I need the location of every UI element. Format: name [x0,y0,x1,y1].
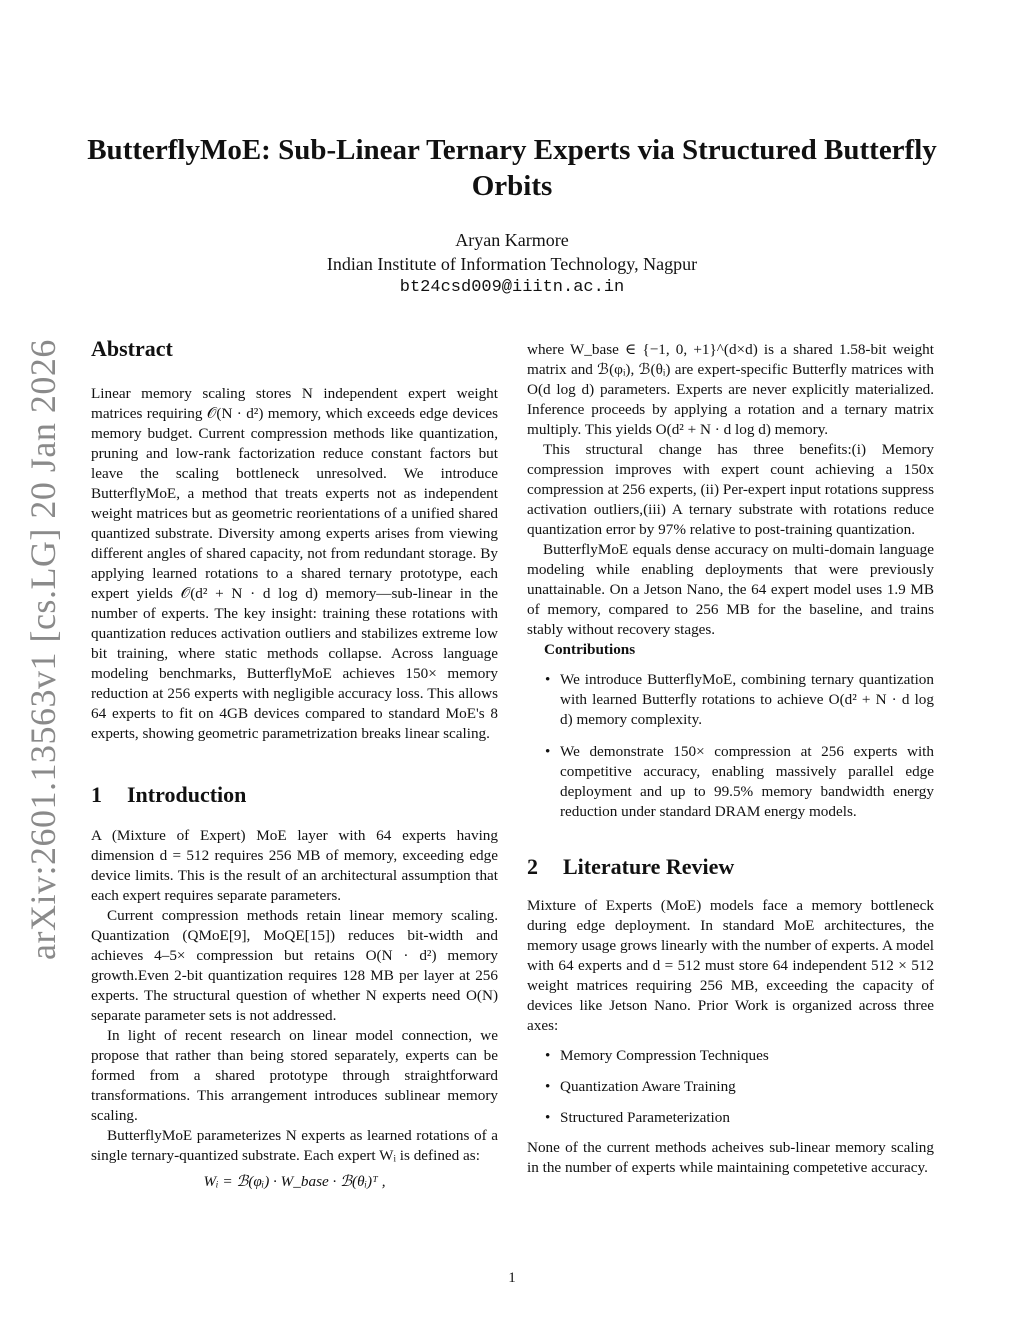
list-item-text: Quantization Aware Training [560,1078,736,1095]
right-paragraph-2: This structural change has three benefits:(i) Memory compression improves with expert count achieving a 150x compression at 256 experts, (ii) Per-expert input rotations suppress activation outliers,(iii) A ternary substrate with rotations reduce quantization error by 97% relative to post-training quantization. [527,441,934,538]
list-item [527,1046,934,1066]
abstract-text: Linear memory scaling stores N independent expert weight matrices requiring 𝒪(N · d²) memory, which exceeds edge devices memory budget. Current compression methods like quantization, pruning and low-rank factorization reduce constant factors but leave the scaling bottleneck unresolved. We introduce ButterflyMoE, a method that treats experts not as independent weight matrices but as geometric reorientations of a unified shared quantized substrate. Diversity among experts arises from viewing different angles of shared capacity, not from redundant storage. By applying learned rotations to a shared ternary prototype, each expert yields 𝒪(d² + N · d log d) memory—sub-linear in the number of experts. The key insight: training these rotations with quantization reduces activation outliers and stabilizes extreme low bit training, where static methods collapse. Across language modeling benchmarks, ButterflyMoE achieves 150× memory reduction at 256 experts with negligible accuracy loss. This allows 64 experts to fit on 4GB devices compared to standard MoE's 8 experts, showing geometric parametrization breaks linear scaling. [91,385,498,742]
author-email[interactable]: bt24csd009@iiitn.ac.in [399,278,625,297]
author-affiliation: Indian Institute of Information Technology, Nagpur [326,254,698,274]
section-heading-introduction [91,780,498,810]
section-number: 1 [91,782,102,807]
author-block [80,228,944,300]
expert-equation: Wᵢ = ℬ(φᵢ) · W_base · ℬ(θᵢ)ᵀ , [203,1173,386,1190]
literature-closing: None of the current methods acheives sub-linear memory scaling in the number of experts while maintaining competetive accuracy. [527,1139,934,1176]
axes-list [527,1046,934,1128]
list-item-text: We introduce ButterflyMoE, combining ternary quantization with learned Butterfly rotations to achieve O(d² + N · d log d) memory complexity. [560,671,934,728]
contributions-list [527,670,934,822]
right-paragraph-1: where W_base ∈ {−1, 0, +1}^(d×d) is a shared 1.58-bit weight matrix and ℬ(φᵢ), ℬ(θᵢ) are expert-specific Butterfly matrices with O(d log d) parameters. Experts are never explicitly materialized. Inference proceeds by applying a rotation and a ternary matrix multiply. This yields O(d² + N · d log d) memory. [527,341,934,438]
right-column [527,340,934,1178]
section-number: 2 [527,854,538,879]
bullet-icon: • [545,1078,551,1095]
section-title: Introduction [127,782,247,807]
list-item-text: Memory Compression Techniques [560,1047,769,1064]
list-item [527,670,934,730]
left-column [91,334,498,1192]
arxiv-side-label: arXiv:2601.13563v1 [cs.LG] 20 Jan 2026 [23,339,63,960]
paper-title: ButterflyMoE: Sub-Linear Ternary Experts via Structured Butterfly Orbits [87,134,937,202]
intro-paragraph-2: Current compression methods retain linear memory scaling. Quantization (QMoE[9], MoQE[15]) reduces bit-width and achieves 4–5× compression but retains O(N · d²) memory growth.Even 2-bit quantization requires 128 MB per layer at 256 experts. The structural question of whether N experts need O(N) separate parameter sets is not addressed. [91,907,498,1024]
list-item [527,742,934,822]
intro-paragraph-4: ButterflyMoE parameterizes N experts as learned rotations of a single ternary-quantized substrate. Each expert Wᵢ is defined as: [91,1127,498,1164]
bullet-icon: • [545,1109,551,1126]
abstract-heading: Abstract [91,336,173,361]
section-title: Literature Review [563,854,735,879]
author-name: Aryan Karmore [455,230,569,250]
right-paragraph-3: ButterflyMoE equals dense accuracy on multi-domain language modeling while enabling deployments that were previously unattainable. On a Jetson Nano, the 64 expert model uses 1.9 MB of memory, compared to 256 MB for the baseline, and trains stably without recovery stages. [527,541,934,638]
list-item-text: We demonstrate 150× compression at 256 experts with competitive accuracy, enabling massively parallel edge deployment and up to 99.5% memory bandwidth energy reduction under standard DRAM energy models. [560,743,934,820]
bullet-icon: • [545,671,551,688]
contributions-heading: Contributions [544,641,636,658]
page-number: 1 [508,1270,516,1286]
list-item [527,1108,934,1128]
intro-paragraph-1: A (Mixture of Expert) MoE layer with 64 experts having dimension d = 512 requires 256 MB of memory, exceeding edge device limits. This is the result of an architectural assumption that each expert requires separate parameters. [91,827,498,904]
list-item [527,1077,934,1097]
bullet-icon: • [545,743,551,760]
intro-paragraph-3: In light of recent research on linear model connection, we propose that rather than being stored separately, experts can be formed from a shared prototype through straightforward transformations. This arrangement introduces sublinear memory scaling. [91,1027,498,1124]
bullet-icon: • [545,1047,551,1064]
list-item-text: Structured Parameterization [560,1109,730,1126]
literature-intro: Mixture of Experts (MoE) models face a memory bottleneck during edge deployment. In standard MoE architectures, the memory usage grows linearly with the number of experts. A model with 64 experts and d = 512 must store 64 independent 512 × 512 weight matrices requiring 256 MB, exceeding the capacity of devices like Jetson Nano. Prior Work is organized across three axes: [527,897,934,1034]
section-heading-literature [527,852,934,882]
